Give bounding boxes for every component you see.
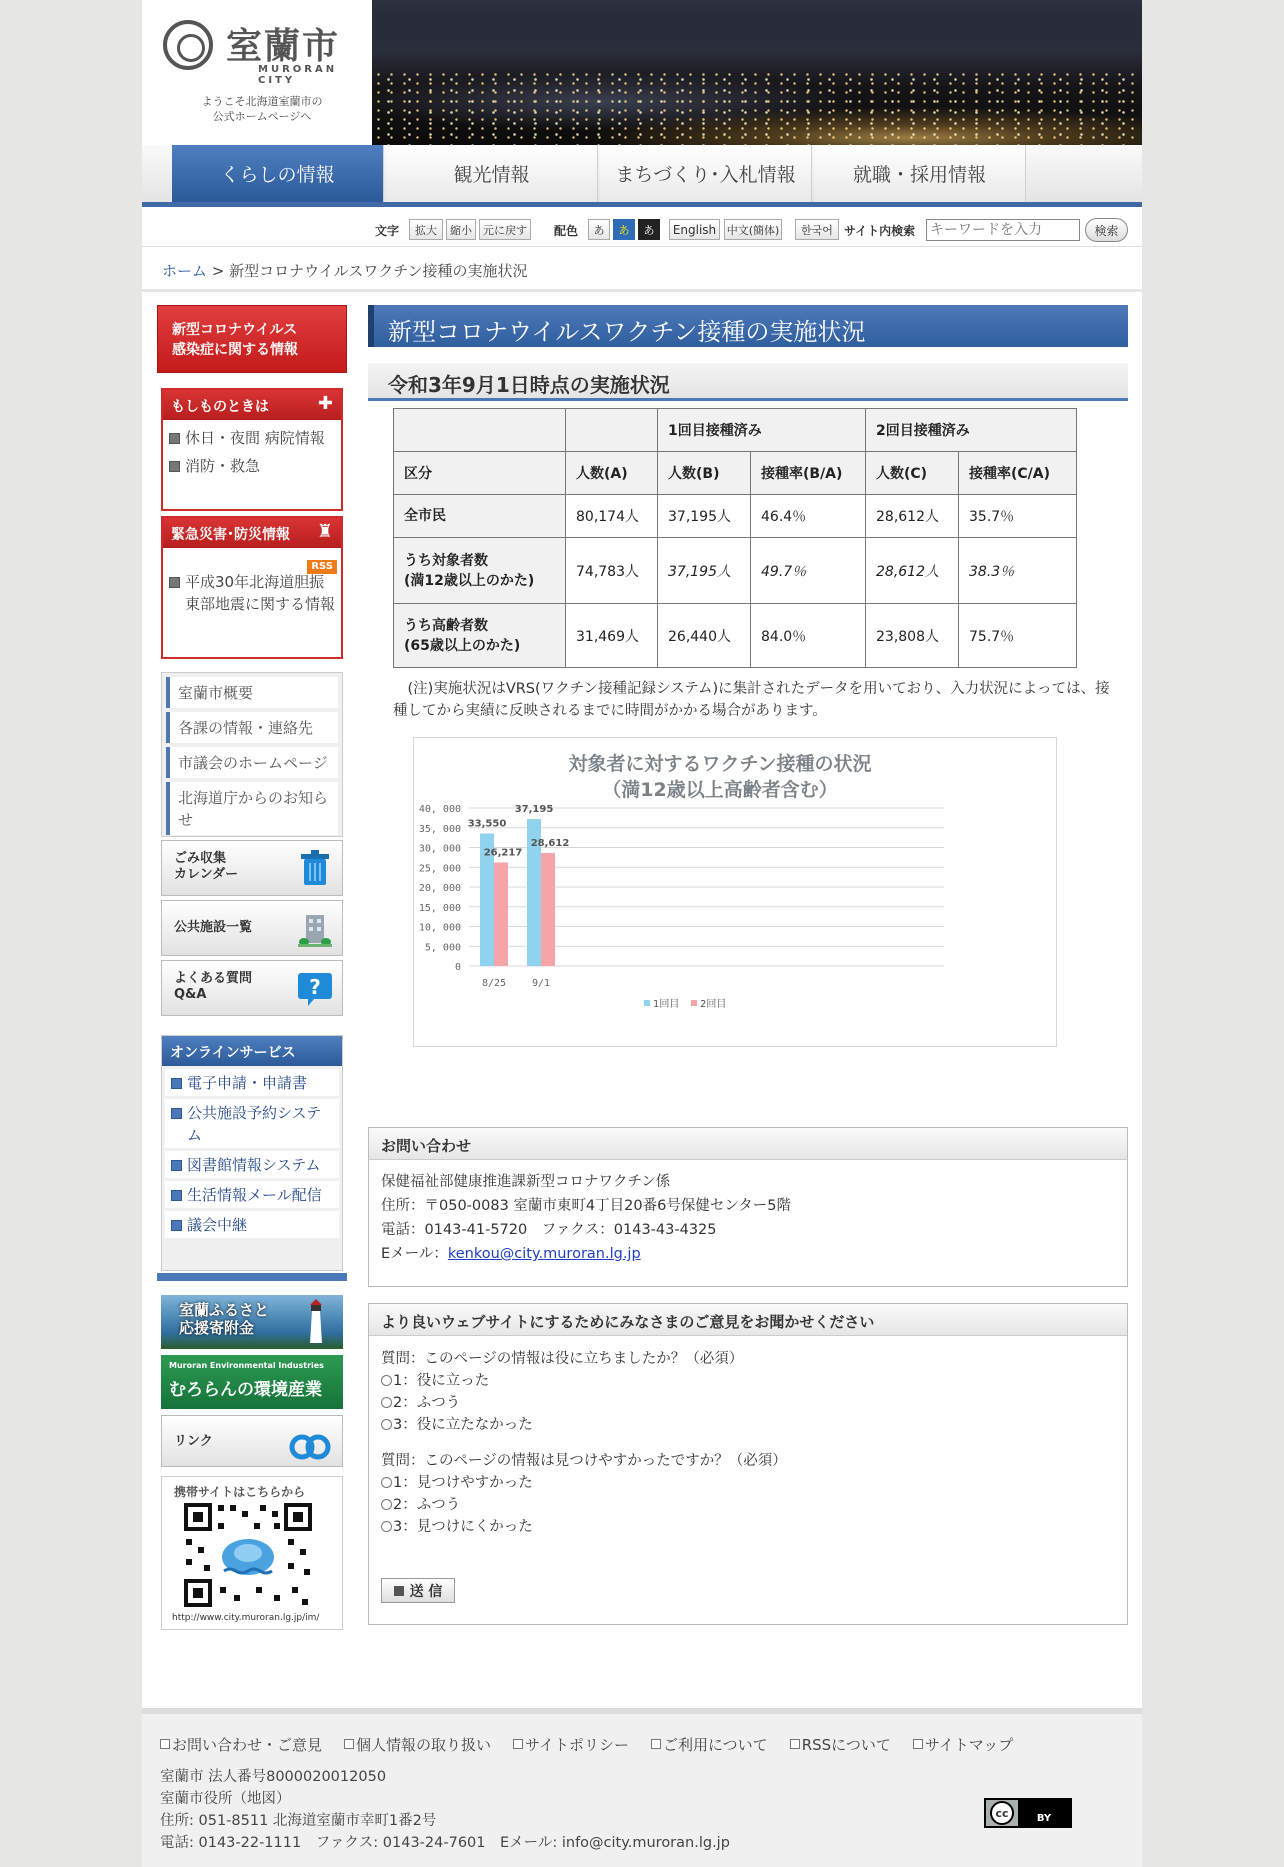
chart-y-tick-label: 15, 000: [418, 902, 461, 914]
footer-link-sitemap[interactable]: サイトマップ: [913, 1734, 1013, 1755]
table-cell: 35.7％: [959, 495, 1077, 538]
sidebar-item-earthquake[interactable]: 平成30年北海道胆振東部地震に関する情報: [163, 568, 341, 618]
disaster-title: 緊急災害･防災情報: [171, 527, 290, 543]
banner-label: むろらんの環境産業: [169, 1380, 322, 1400]
table-cell: 80,174人: [566, 495, 658, 538]
header: [142, 0, 1142, 145]
disaster-box: [161, 516, 343, 659]
svg-text:?: ?: [309, 975, 321, 999]
row-label-line: (65歳以上のかた): [404, 637, 521, 654]
covid-button-label: 新型コロナウイルス: [172, 322, 298, 338]
sidebar-item-council-broadcast[interactable]: 議会中継: [165, 1211, 339, 1238]
divider: [157, 1273, 347, 1281]
enlarge-text-button[interactable]: 拡大: [409, 219, 443, 240]
table-cell: 84.0％: [751, 604, 866, 668]
reset-text-button[interactable]: 元に戻す: [479, 219, 531, 240]
section-heading: 令和3年9月1日時点の実施状況: [368, 363, 1128, 401]
chart-title: 対象者に対するワクチン接種の状況: [568, 753, 872, 775]
faq-banner[interactable]: [161, 960, 343, 1016]
color-scheme-blue-button[interactable]: あ: [613, 219, 635, 240]
korean-link[interactable]: 한국어: [795, 219, 839, 240]
submit-label: 送 信: [409, 1583, 443, 1600]
color-scheme-black-button[interactable]: あ: [638, 219, 660, 240]
banner-label-line: 応援寄附金: [179, 1319, 255, 1337]
inquiry-email-link[interactable]: kenkou@city.muroran.lg.jp: [447, 1246, 641, 1262]
inquiry-box: [368, 1127, 1128, 1287]
table-header-cell: 接種率(B/A): [751, 452, 866, 495]
sidebar-item-e-application[interactable]: 電子申請・申請書: [165, 1069, 339, 1096]
inquiry-dept: 保健福祉部健康推進課新型コロナワクチン係: [381, 1174, 671, 1190]
banner-label: 公共施設一覧: [174, 920, 253, 935]
chart-data-label: 26,217: [483, 847, 523, 859]
footer-links: [160, 1734, 1013, 1755]
utility-bar: [142, 212, 1142, 247]
feedback-title: より良いウェブサイトにするためにみなさまのご意見をお聞かせください: [369, 1304, 1127, 1336]
chart-y-axis: [419, 804, 461, 973]
emergency-header: [163, 390, 341, 420]
logo-text: 室蘭市: [226, 26, 341, 67]
gnav-tab-tourism[interactable]: [386, 145, 598, 202]
email-label: Eメール：: [381, 1246, 448, 1262]
chart-y-tick-label: 10, 000: [418, 922, 461, 934]
inquiry-address: 住所：〒050-0083 室蘭市東町4丁目20番6号保健センター5階: [381, 1198, 791, 1214]
cc-by-icon: BY: [1018, 1800, 1070, 1826]
site-search-label: サイト内検索: [844, 224, 916, 238]
row-label-line: うち対象者数: [404, 552, 488, 569]
feedback-option[interactable]: [381, 1494, 1127, 1516]
feedback-question: 質問：このページの情報は役に立ちましたか？（必須）: [381, 1351, 744, 1367]
table-group-header: 2回目接種済み: [866, 409, 1077, 452]
table-cell: 28,612人: [866, 495, 959, 538]
table-cell: 38.3％: [959, 538, 1077, 604]
table-cell: 49.7％: [751, 538, 866, 604]
table-header-cell: [566, 409, 658, 452]
chart-y-tick-label: 5, 000: [424, 942, 461, 954]
feedback-body: [369, 1336, 1127, 1538]
radio-button[interactable]: [381, 1499, 392, 1510]
mobile-site-box: [161, 1476, 343, 1630]
radio-button[interactable]: [381, 1419, 392, 1430]
table-cell: 23,808人: [866, 604, 959, 668]
table-group-header: 1回目接種済み: [658, 409, 866, 452]
feedback-question: 質問：このページの情報は見つけやすかったですか？（必須）: [381, 1453, 787, 1469]
sidebar-item-hokkaido-news[interactable]: 北海道庁からのお知らせ: [166, 782, 338, 835]
data-note: (注)実施状況はVRS(ワクチン接種記録システム)に集計されたデータを用いており、入力状況によっては、接種してから実績に反映されるまでに時間がかかる場合があります。: [393, 681, 1110, 719]
gnav-tab-label: 就職・採用情報: [852, 164, 986, 186]
chart-subtitle: （満12歳以上高齢者含む）: [602, 779, 838, 801]
chart-y-tick-label: 0: [454, 962, 461, 973]
color-scheme-label: 配色: [554, 224, 579, 238]
footer: [142, 1708, 1142, 1867]
creative-commons-badge[interactable]: [984, 1798, 1072, 1828]
submit-icon: [394, 1586, 404, 1596]
table-cell: 28,612人: [866, 538, 959, 604]
option-label: 2：ふつう: [393, 1395, 461, 1411]
lighthouse-icon: [301, 1297, 331, 1347]
option-label: 2：ふつう: [393, 1497, 461, 1513]
banner-label: よくある質問: [174, 971, 253, 986]
mobile-site-title: 携帯サイトはこちらから: [174, 1485, 306, 1499]
question-icon: [298, 969, 332, 1007]
cc-icon: cc: [990, 1801, 1014, 1825]
chart-legend-swatch: [644, 1000, 650, 1006]
footer-link-contact[interactable]: お問い合わせ・ご意見: [160, 1734, 322, 1755]
sidebar-item-city-council[interactable]: 市議会のホームページ: [166, 747, 338, 778]
sidebar-item-fire-rescue[interactable]: 消防・救急: [163, 452, 341, 480]
emergency-box: [161, 388, 343, 511]
table-row-label: [394, 538, 566, 604]
page: [142, 0, 1142, 1867]
sidebar-item-departments[interactable]: 各課の情報・連絡先: [166, 712, 338, 743]
feedback-option[interactable]: [381, 1370, 1127, 1392]
table-row-label: [394, 495, 566, 538]
table-cell: 46.4％: [751, 495, 866, 538]
banner-label: カレンダー: [174, 867, 239, 882]
table-header-cell: [394, 409, 566, 452]
chart-legend-label: 2回目: [700, 999, 727, 1010]
chart-data-label: 28,612: [530, 837, 570, 849]
footer-address: 住所: 051-8511 北海道室蘭市幸町1番2号: [160, 1813, 437, 1829]
inquiry-title: お問い合わせ: [369, 1128, 1127, 1160]
siren-icon: ♜: [316, 521, 333, 542]
row-label-line: 全市民: [404, 508, 446, 524]
table-cell: 37,195人: [658, 538, 751, 604]
chart-x-axis: [482, 978, 550, 989]
row-label-line: うち高齢者数: [404, 617, 488, 634]
links-banner[interactable]: [161, 1415, 343, 1467]
submit-button[interactable]: [381, 1578, 455, 1603]
table-cell: 26,440人: [658, 604, 751, 668]
covid-info-button[interactable]: [157, 305, 347, 373]
feedback-form: [368, 1303, 1128, 1625]
table-header-row: [394, 452, 1077, 495]
city-emblem-icon: [163, 20, 213, 70]
garbage-calendar-banner[interactable]: [161, 840, 343, 896]
chart-bars: [468, 804, 570, 966]
global-nav: [142, 145, 1142, 207]
site-logo[interactable]: [142, 0, 372, 145]
chart-data-label: 37,195: [514, 804, 554, 816]
table-header-row: [394, 409, 1077, 452]
furusato-donation-banner[interactable]: [161, 1295, 343, 1349]
chart-x-tick-label: 9/1: [531, 978, 551, 989]
footer-link-site-policy[interactable]: サイトポリシー: [513, 1734, 629, 1755]
banner-label-line: 室蘭ふるさと: [179, 1301, 270, 1319]
building-icon: [298, 909, 332, 947]
vaccination-table: [393, 408, 1077, 668]
radio-button[interactable]: [381, 1521, 392, 1532]
inquiry-body: [369, 1160, 1127, 1266]
chart-x-tick-label: 8/25: [481, 978, 507, 989]
chart-bar: [541, 853, 555, 966]
breadcrumb-current: 新型コロナウイルスワクチン接種の実施状況: [229, 262, 528, 280]
footer-info: [160, 1766, 730, 1854]
inquiry-email-row: [381, 1242, 1127, 1266]
option-label: 1：見つけやすかった: [393, 1475, 533, 1491]
divider: [142, 289, 1142, 292]
logo-roman: MURORAN CITY: [258, 64, 338, 86]
rss-icon[interactable]: RSS: [307, 560, 337, 574]
banner-label: ごみ収集: [174, 851, 227, 866]
banner-label: リンク: [174, 1434, 213, 1449]
table-row-label: [394, 604, 566, 668]
text-size-label: 文字: [375, 224, 400, 238]
option-label: 3：見つけにくかった: [393, 1519, 533, 1535]
table-cell: 75.7％: [959, 604, 1077, 668]
chart-y-tick-label: 20, 000: [418, 883, 461, 894]
search-button[interactable]: 検索: [1085, 218, 1128, 242]
sidebar-item-holiday-hospital[interactable]: 休日・夜間 病院情報: [163, 424, 341, 452]
tagline-line: ようこそ北海道室蘭市の: [201, 95, 323, 108]
chart-svg: [414, 738, 1058, 1048]
breadcrumb: [162, 260, 527, 281]
table-row: [394, 538, 1077, 604]
tagline: [162, 94, 362, 124]
tagline-line: 公式ホームページへ: [212, 110, 312, 123]
chart-y-tick-label: 40, 000: [418, 804, 461, 815]
disaster-header: [163, 518, 341, 548]
search-input[interactable]: [926, 219, 1080, 241]
sidebar-item-mail-service[interactable]: 生活情報メール配信: [165, 1181, 339, 1208]
banner-label: [179, 1301, 269, 1337]
footer-contact: 電話: 0143-22-1111 ファクス: 0143-24-7601 Eメール: info@city.muroran.lg.jp: [160, 1835, 730, 1851]
table-header-cell: 人数(C): [866, 452, 959, 495]
color-scheme-default-button[interactable]: あ: [588, 219, 610, 240]
mobile-site-url: http://www.city.muroran.lg.jp/im/: [172, 1613, 320, 1623]
footer-link-privacy[interactable]: 個人情報の取り扱い: [344, 1734, 491, 1755]
night-view-banner: [372, 0, 1142, 145]
chain-link-icon: [288, 1428, 332, 1466]
gnav-tab-town[interactable]: [600, 145, 812, 202]
table-cell: 31,469人: [566, 604, 658, 668]
chart-bar: [494, 862, 508, 966]
option-label: 1：役に立った: [393, 1373, 490, 1389]
chart-y-tick-label: 35, 000: [418, 823, 461, 835]
chart-legend-swatch: [691, 1000, 697, 1006]
gnav-tab-label: 観光情報: [453, 164, 530, 186]
feedback-option[interactable]: [381, 1516, 1127, 1538]
table-row: [394, 604, 1077, 668]
gnav-tab-label: まちづくり･入札情報: [615, 164, 796, 186]
sidebar-item-facility-reservation[interactable]: 公共施設予約システム: [165, 1099, 339, 1148]
table-header-cell: 人数(B): [658, 452, 751, 495]
table-cell: 37,195人: [658, 495, 751, 538]
feedback-option[interactable]: [381, 1472, 1127, 1494]
radio-button[interactable]: [381, 1477, 392, 1488]
info-links-box: [161, 672, 343, 837]
footer-link-usage[interactable]: ご利用について: [651, 1734, 768, 1755]
online-services-box: [161, 1035, 343, 1271]
table-row: [394, 495, 1077, 538]
qr-code-image[interactable]: [184, 1503, 312, 1607]
inquiry-phone: 電話：0143-41-5720 ファクス：0143-43-4325: [381, 1222, 717, 1238]
english-link[interactable]: English: [669, 219, 720, 240]
chart-data-label: 33,550: [467, 818, 507, 830]
chinese-link[interactable]: 中文(簡体): [724, 219, 782, 240]
vaccination-chart: [413, 737, 1057, 1047]
table-cell: 74,783人: [566, 538, 658, 604]
gnav-tab-living[interactable]: [172, 145, 384, 202]
online-services-title: オンラインサービス: [162, 1036, 342, 1066]
radio-button[interactable]: [381, 1397, 392, 1408]
sidebar-item-city-overview[interactable]: 室蘭市概要: [166, 677, 338, 708]
chart-y-tick-label: 25, 000: [418, 863, 461, 875]
option-label: 3：役に立たなかった: [393, 1417, 533, 1433]
plus-icon: ✚: [317, 393, 333, 414]
table-header-cell: 区分: [394, 452, 566, 495]
feedback-option[interactable]: [381, 1392, 1127, 1414]
table-header-cell: 接種率(C/A): [959, 452, 1077, 495]
footer-corp-number: 室蘭市 法人番号8000020012050: [160, 1769, 387, 1785]
sidebar-item-library[interactable]: 図書館情報システム: [165, 1151, 339, 1178]
covid-button-label: 感染症に関する情報: [172, 342, 298, 358]
gnav-tab-jobs[interactable]: [814, 145, 1026, 202]
emergency-title: もしものときは: [171, 399, 269, 415]
footer-link-rss[interactable]: RSSについて: [790, 1734, 891, 1755]
breadcrumb-home-link[interactable]: ホーム: [162, 262, 208, 280]
banner-label: Muroran Environmental Industries: [169, 1361, 324, 1370]
radio-button[interactable]: [381, 1375, 392, 1386]
chart-legend-label: 1回目: [653, 999, 680, 1010]
banner-label: Q&A: [174, 987, 207, 1002]
footer-office[interactable]: 室蘭市役所（地図）: [160, 1791, 291, 1807]
chart-y-tick-label: 30, 000: [418, 843, 461, 855]
gnav-tab-label: くらしの情報: [220, 164, 335, 186]
page-title: 新型コロナウイルスワクチン接種の実施状況: [368, 305, 1128, 347]
row-label-line: (満12歳以上のかた): [404, 572, 535, 589]
chart-legend: [644, 998, 726, 1010]
breadcrumb-separator: >: [207, 262, 230, 280]
shrink-text-button[interactable]: 縮小: [446, 219, 476, 240]
environmental-industry-banner[interactable]: [161, 1355, 343, 1409]
feedback-option[interactable]: [381, 1414, 1127, 1436]
table-header-cell: 人数(A): [566, 452, 658, 495]
public-facilities-banner[interactable]: [161, 900, 343, 956]
trash-can-icon: [298, 849, 332, 887]
